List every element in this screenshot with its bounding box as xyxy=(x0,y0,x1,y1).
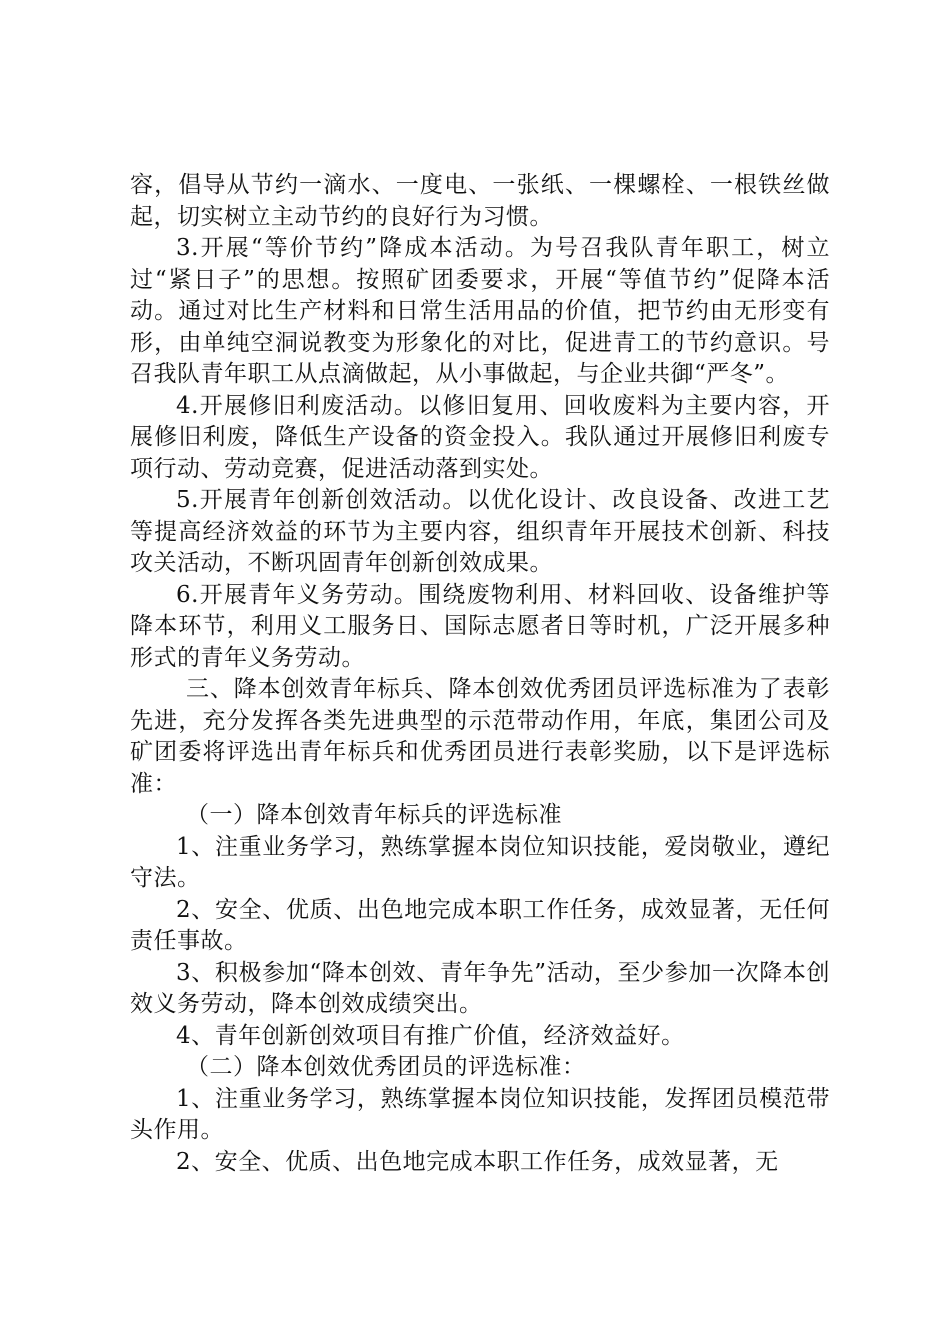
section-heading-three: 三、降本创效青年标兵、降本创效优秀团员评选标准为了表彰先进，充分发挥各类先进典型的示范带动作用，年底，集团公司及矿团委将评选出青年标兵和优秀团员进行表彰奖励，以下是评选标准： xyxy=(130,676,830,797)
paragraph-item-6: 6.开展青年义务劳动。围绕废物利用、材料回收、设备维护等降本环节，利用义工服务日、国际志愿者日等时机，广泛开展多种形式的青年义务劳动。 xyxy=(130,581,830,671)
paragraph-item-3: 3.开展“等价节约”降成本活动。为号召我队青年职工，树立过“紧日子”的思想。按照矿团委要求，开展“等值节约”促降本活动。通过对比生产材料和日常生活用品的价值，把节约由无形变有形，由单纯空洞说教变为形象化的对比，促进青工的节约意识。号召我队青年职工从点滴做起，从小事做起，与企业共御“严冬”。 xyxy=(130,235,830,387)
paragraph-item-4: 4.开展修旧利废活动。以修旧复用、回收废料为主要内容，开展修旧利废，降低生产设备的资金投入。我队通过开展修旧利废专项行动、劳动竞赛，促进活动落到实处。 xyxy=(130,392,830,482)
paragraph-item-5: 5.开展青年创新创效活动。以优化设计、改良设备、改进工艺等提高经济效益的环节为主要内容，组织青年开展技术创新、科技攻关活动，不断巩固青年创新创效成果。 xyxy=(130,487,830,576)
criteria-item: 1、注重业务学习，熟练掌握本岗位知识技能，爱岗敬业，遵纪守法。 xyxy=(130,833,830,891)
subsection-heading-one: （一）降本创效青年标兵的评选标准 xyxy=(186,802,562,828)
criteria-item: 1、注重业务学习，熟练掌握本岗位知识技能，发挥团员模范带头作用。 xyxy=(130,1085,830,1143)
paragraph-continuation: 容，倡导从节约一滴水、一度电、一张纸、一棵螺栓、一根铁丝做起，切实树立主动节约的良好行为习惯。 xyxy=(130,172,830,230)
criteria-item: 2、安全、优质、出色地完成本职工作任务，成效显著，无 xyxy=(176,1148,779,1175)
document-page xyxy=(130,170,830,1178)
criteria-item: 3、积极参加“降本创效、青年争先”活动，至少参加一次降本创效义务劳动，降本创效成绩突出。 xyxy=(130,959,830,1017)
criteria-item: 2、安全、优质、出色地完成本职工作任务，成效显著，无任何责任事故。 xyxy=(130,896,830,954)
subsection-heading-two: （二）降本创效优秀团员的评选标准： xyxy=(186,1054,586,1080)
criteria-item: 4、青年创新创效项目有推广价值，经济效益好。 xyxy=(176,1022,685,1049)
